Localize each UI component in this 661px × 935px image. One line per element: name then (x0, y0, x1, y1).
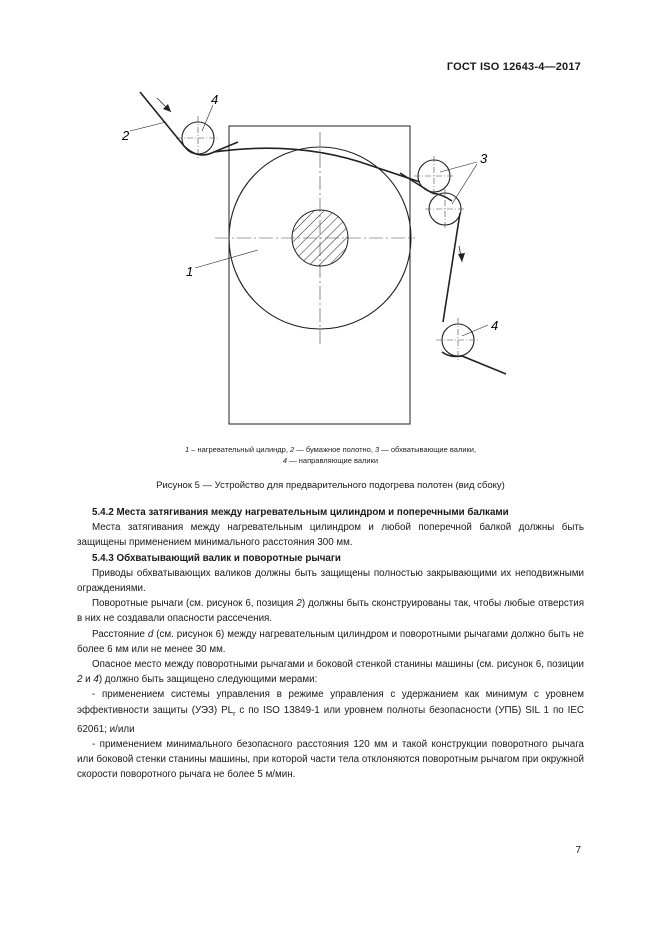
section-5-4-2-title: 5.4.2 Места затягивания между нагревательным цилиндром и поперечными балками (92, 507, 509, 518)
section-5-4-2-text: Места затягивания между нагревательным цилиндром и любой поперечной балкой должны быть защищены применением минимального расстояния 300 мм. (77, 522, 584, 549)
label-4-bottom: 4 (491, 318, 499, 333)
label-1: 1 (186, 264, 194, 279)
document-body (77, 505, 584, 783)
label-3: 3 (480, 151, 488, 166)
list-item-control-system: - применением системы управления в режиме управления с удержанием как минимум с уровнем эффективности защиты (УЭЗ) $PL_r$ c по ISO 13849-1 или уровнем полноты безопасности (УПБ) SIL 1 по IEC 62061; и/или (77, 689, 584, 735)
paragraph-drives: Приводы обхватывающих валиков должны быть защищены полностью закрывающими их неподвижными ограждениями. (77, 567, 584, 595)
figure-legend-line1: 1 – нагревательный цилиндр, 2 — бумажное полотно, 3 — обхватывающие валики, (184, 445, 477, 454)
page-number: 7 (575, 845, 581, 856)
paragraph-hazard: Опасное место между поворотными рычагами и боковой стенкой станины машины (см. рисунок 6, позиции 2 и 4) должно быть защищено следующими мерами: (77, 659, 584, 686)
machine-frame (229, 126, 410, 424)
label-4-top: 4 (211, 92, 219, 107)
paper-web (140, 92, 238, 155)
figure-caption: Рисунок 5 — Устройство для предварительного подогрева полотен (вид сбоку) (156, 480, 505, 491)
paragraph-swing-arms: Поворотные рычаги (см. рисунок 6, позиция 2) должны быть сконструированы так, чтобы любые отверстия в них не создавали опасности рассечения. (77, 598, 585, 625)
section-5-4-3-title: 5.4.3 Обхватывающий валик и поворотные рычаги (92, 552, 341, 564)
figure-legend-line2: 4 — направляющие валики (282, 456, 379, 465)
list-item-safe-distance: - применением минимального безопасного расстояния 120 мм и такой конструкции поворотного рычага или боковой стенки станины машины, при которой части тела отклоняются поворотным рычагом при окружной скорости поворотного рычага не более 5 м/мин. (77, 739, 584, 781)
document-header: ГОСТ ISO 12643-4—2017 (446, 61, 581, 73)
paragraph-distance: Расстояние d (см. рисунок 6) между нагревательным цилиндром и поворотными рычагами должно быть не более 6 мм или не менее 30 мм. (77, 628, 584, 655)
label-2: 2 (122, 128, 130, 143)
